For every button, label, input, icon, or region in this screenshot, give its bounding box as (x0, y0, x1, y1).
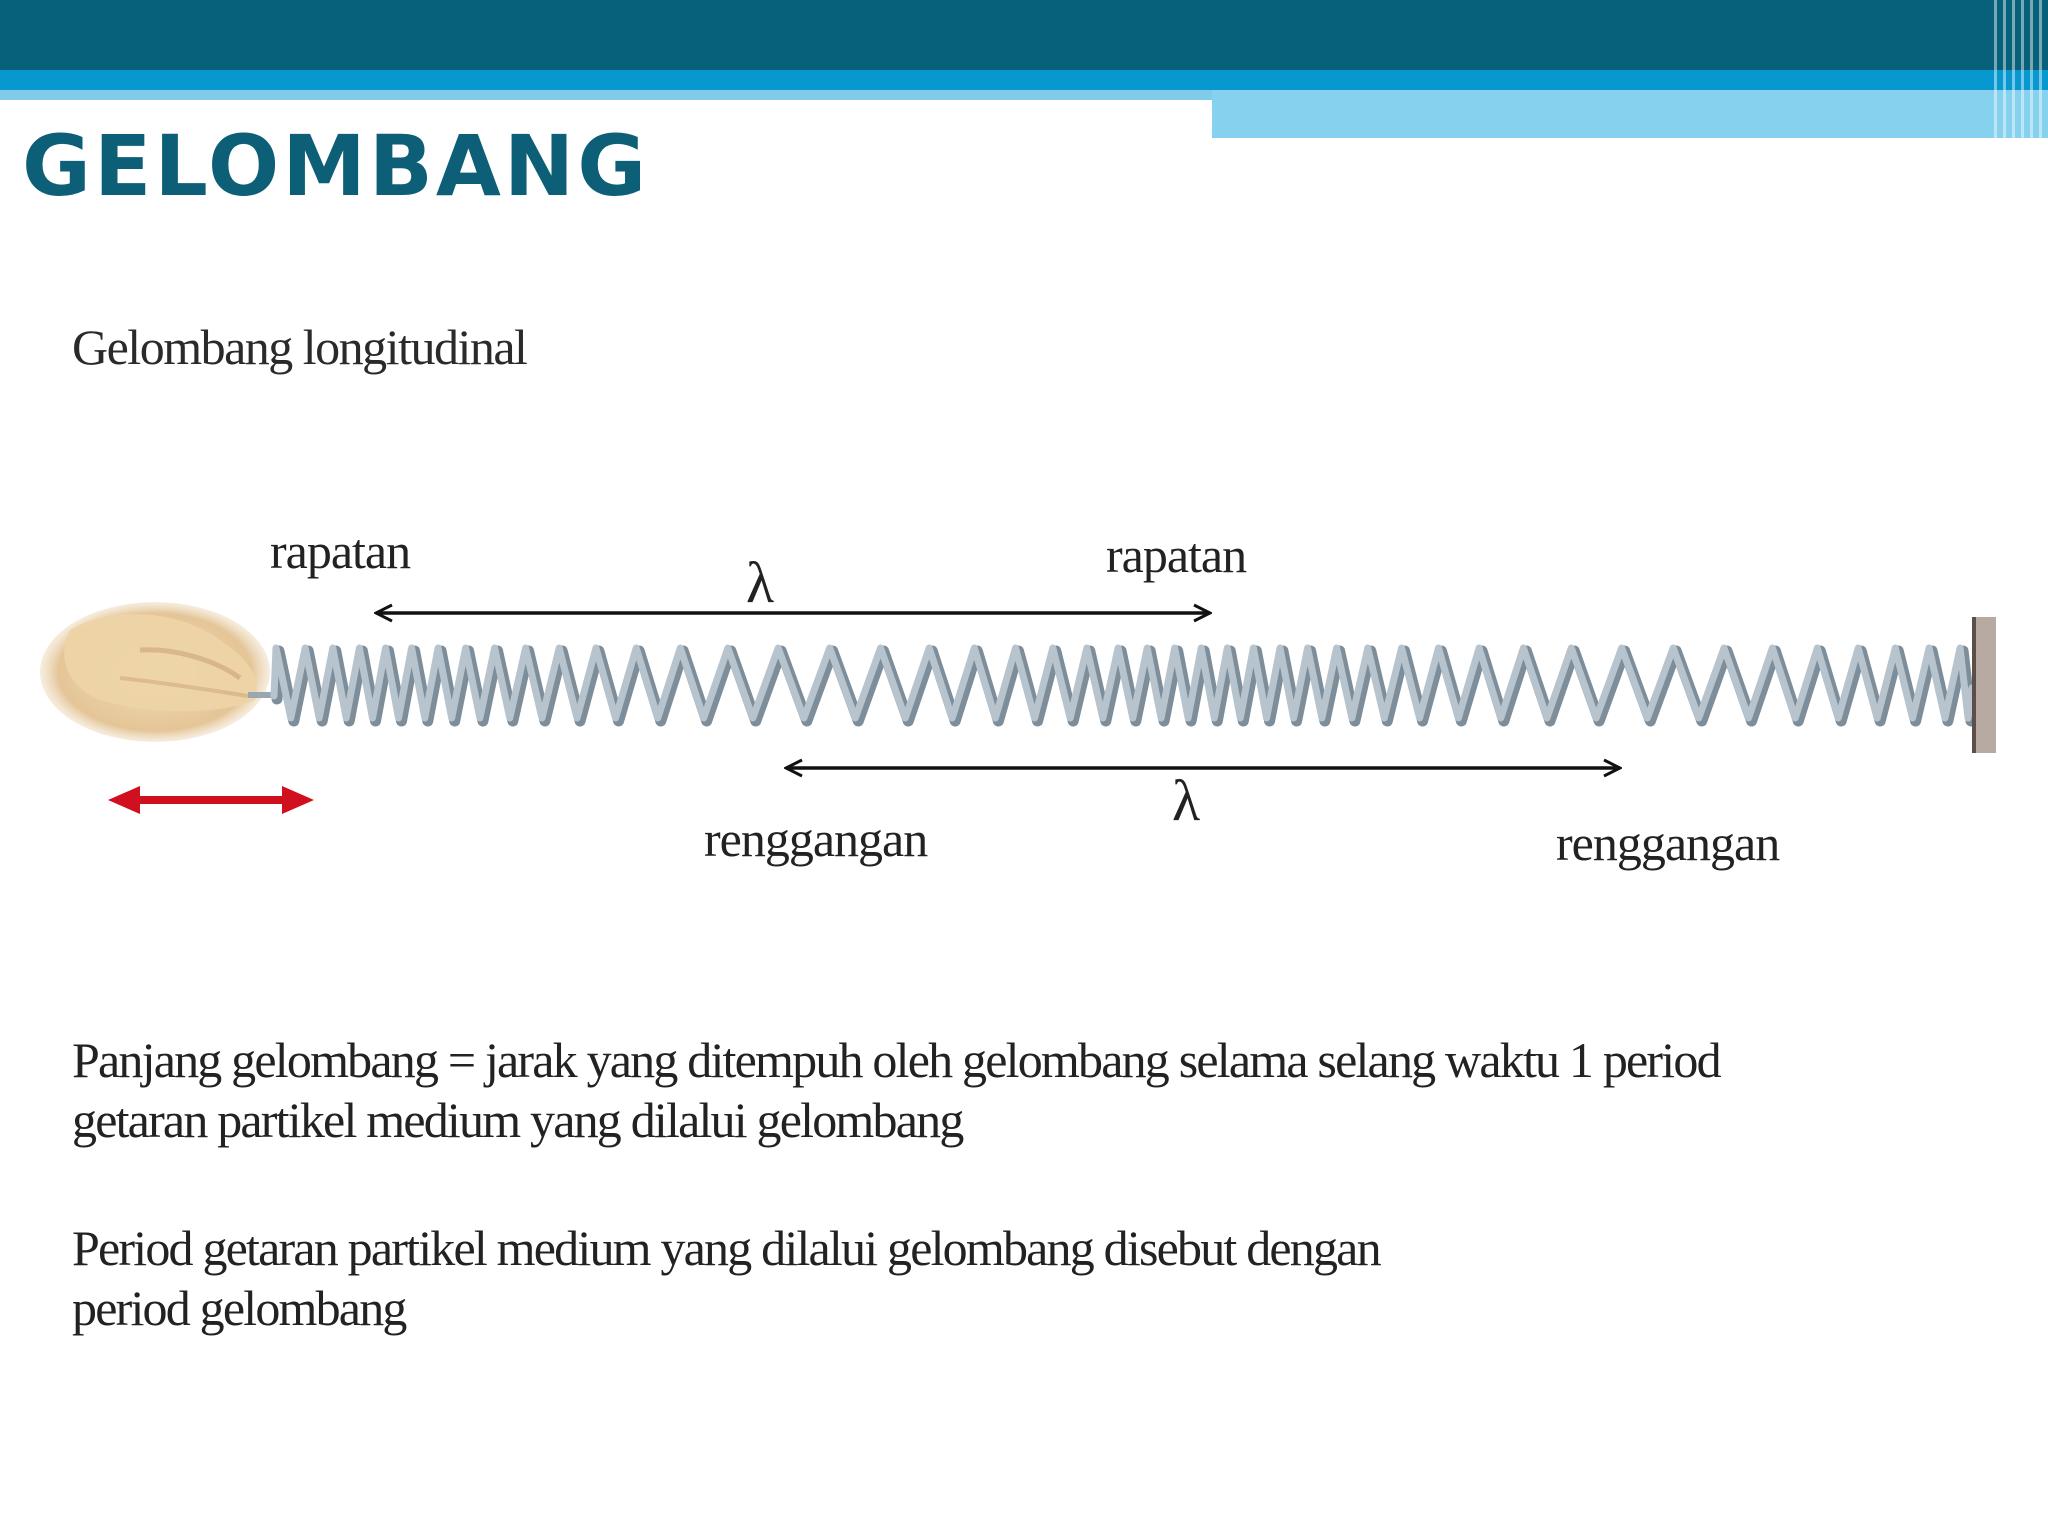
header-band-dark (0, 0, 2048, 70)
label-renggangan-left: renggangan (704, 811, 928, 867)
hand-icon (40, 602, 276, 742)
paragraph-line: period gelombang (72, 1280, 406, 1336)
slide-title: GELOMBANG (22, 117, 650, 215)
paragraph-line: Period getaran partikel medium yang dilalui gelombang disebut dengan (72, 1220, 1380, 1276)
slide-subtitle: Gelombang longitudinal (72, 319, 527, 375)
paragraph-line: Panjang gelombang = jarak yang ditempuh oleh gelombang selama selang waktu 1 period (72, 1032, 1720, 1088)
header-edge-stripes (1988, 0, 2048, 138)
paragraph-wavelength-definition (72, 1030, 1992, 1150)
header-band-mid (0, 70, 2048, 90)
label-rapatan-right: rapatan (1106, 527, 1247, 583)
label-renggangan-right: renggangan (1556, 815, 1780, 871)
lambda-symbol-bottom: λ (1172, 768, 1201, 833)
paragraph-line: getaran partikel medium yang dilalui gelombang (72, 1092, 963, 1148)
motion-double-arrow (108, 786, 314, 814)
label-rapatan-left: rapatan (270, 523, 411, 579)
longitudinal-wave-diagram (0, 500, 2048, 900)
header-band-light-left (0, 90, 1212, 100)
header-band-light-right (1212, 90, 2048, 138)
fixed-wall-edge (1972, 617, 1976, 753)
lambda-symbol-top: λ (746, 550, 775, 615)
paragraph-period-definition (72, 1218, 1992, 1338)
